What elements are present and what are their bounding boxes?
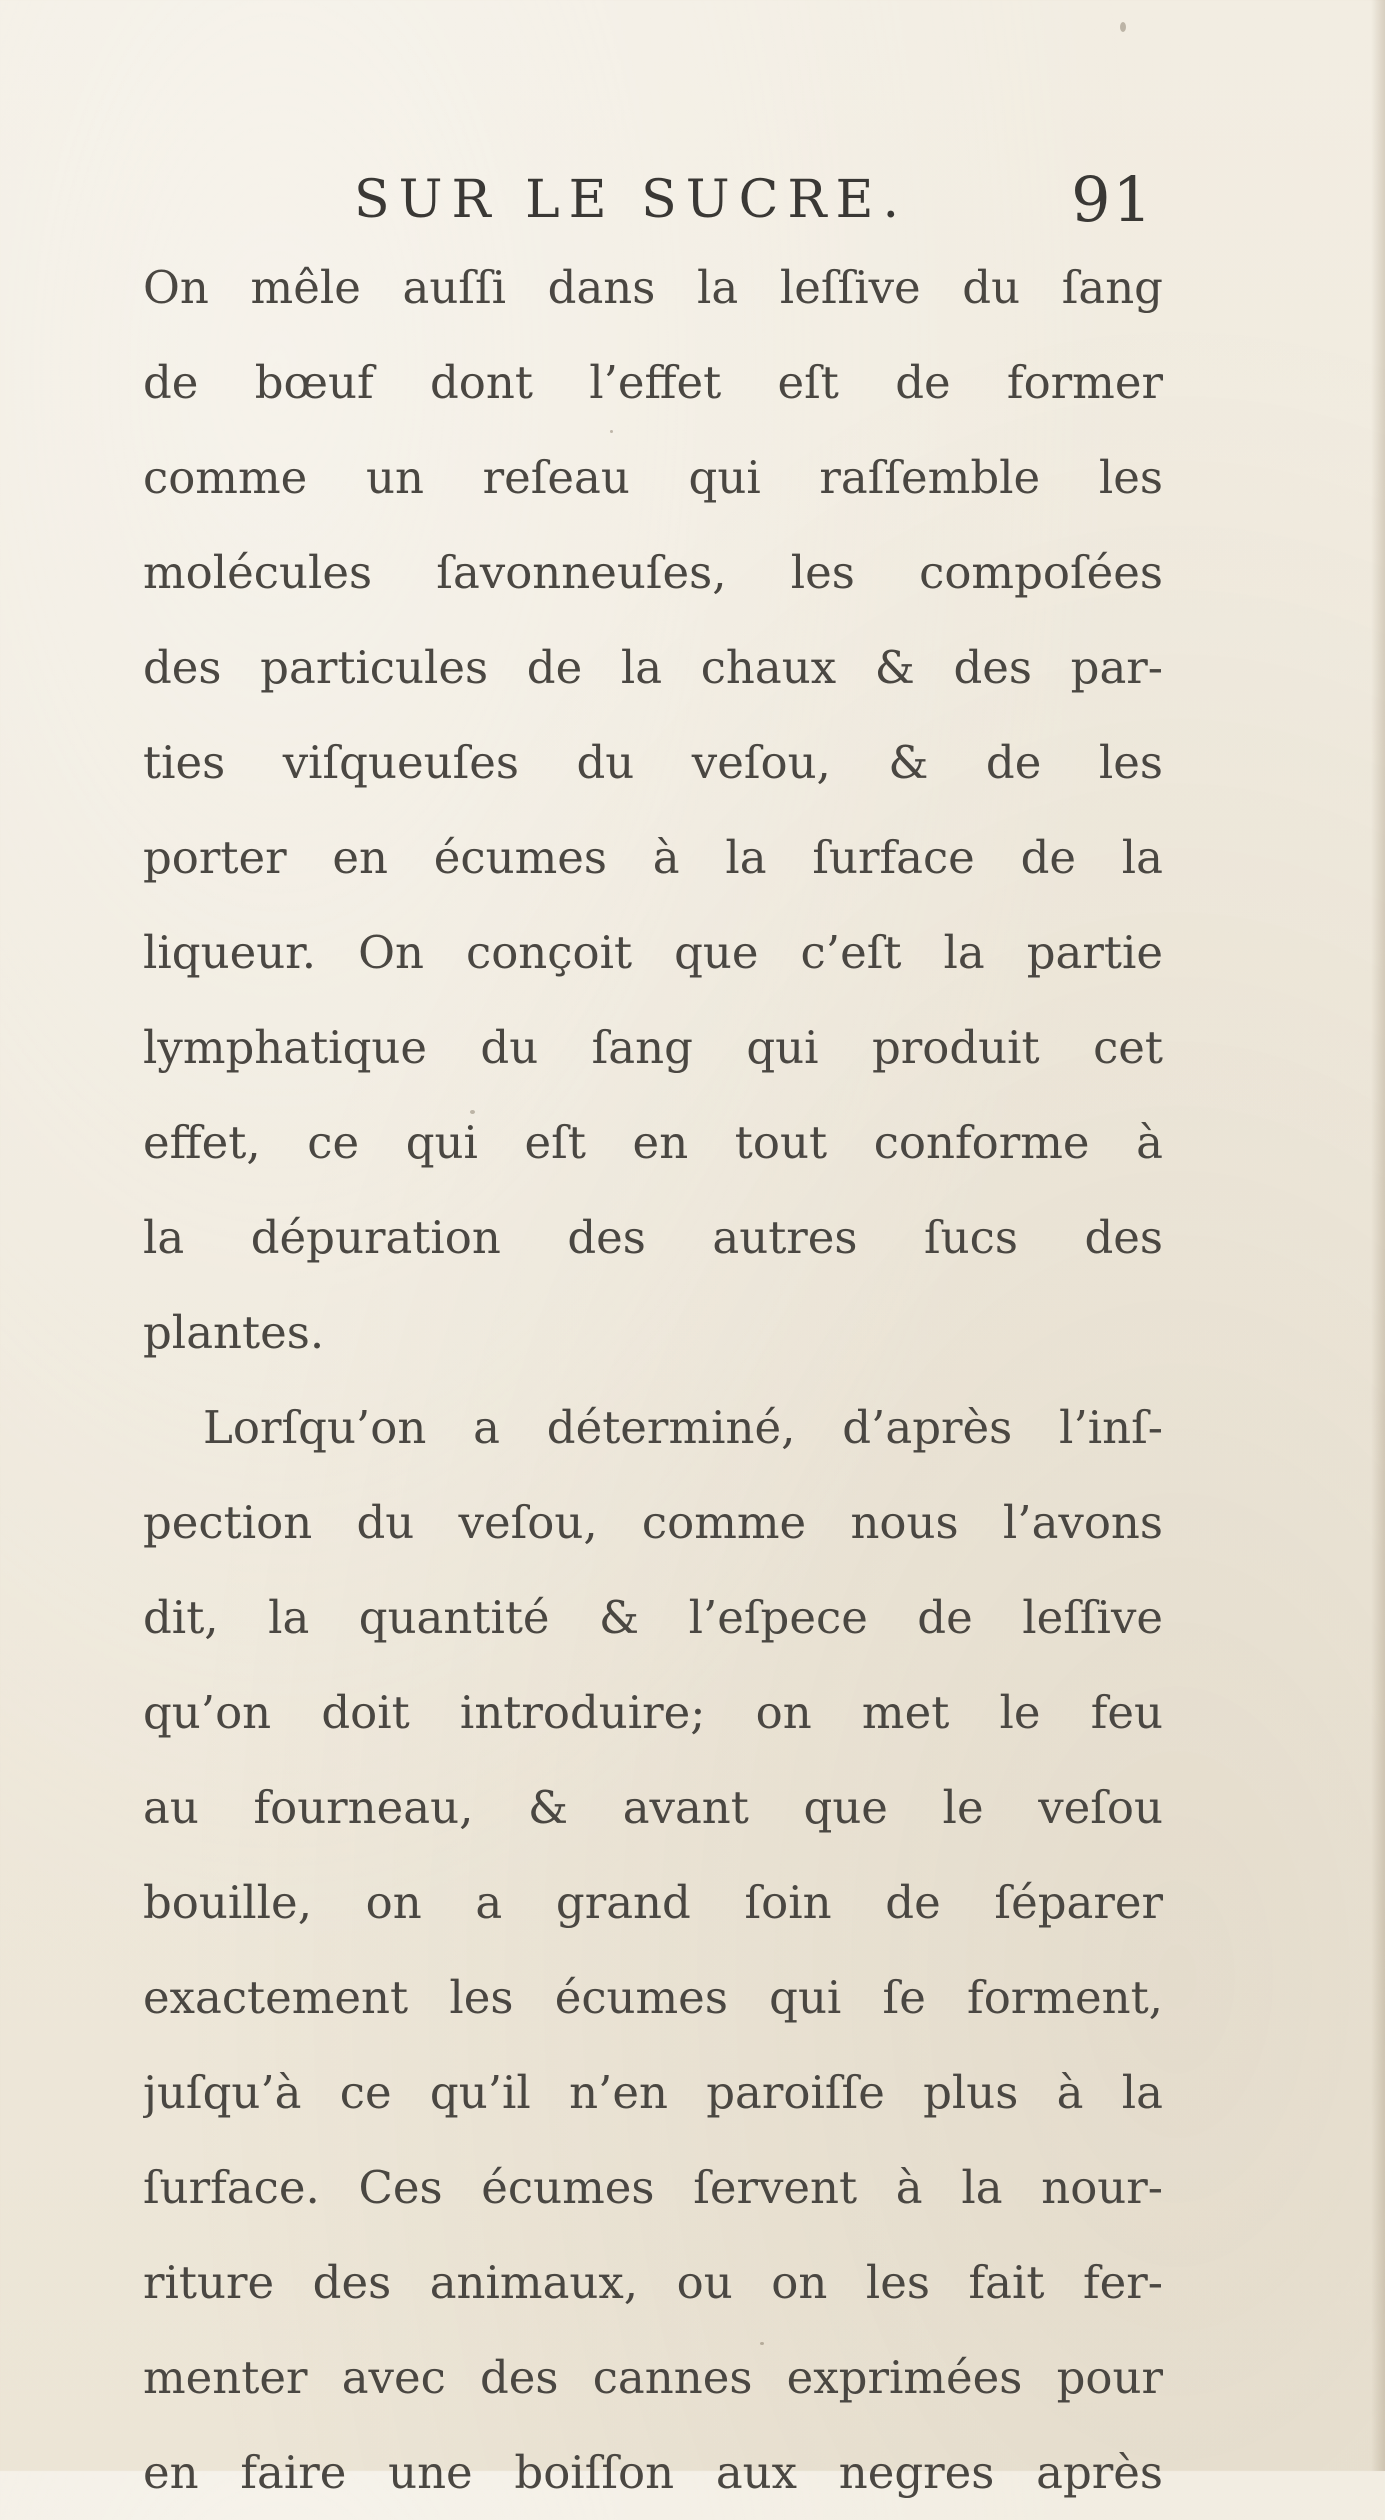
text-line: de bœuf dont l’effet eſt de former — [143, 356, 1163, 409]
page-edge-shadow — [1371, 0, 1385, 2471]
text-line: riture des animaux, ou on les fait fer- — [143, 2256, 1163, 2309]
text-line: lymphatique du ſang qui produit cet — [143, 1021, 1163, 1074]
text-line: liqueur. On conçoit que c’eſt la partie — [143, 926, 1163, 979]
text-line: Lorſqu’on a déterminé, d’après l’inſ- — [203, 1401, 1163, 1454]
text-line: plantes. — [143, 1306, 325, 1359]
paper-speck — [1120, 22, 1126, 32]
text-line: la dépuration des autres ſucs des — [143, 1211, 1163, 1264]
text-line: juſqu’à ce qu’il n’en paroiſſe plus à la — [143, 2066, 1163, 2119]
text-line: en faire une boiſſon aux negres après — [143, 2446, 1163, 2499]
running-head: SUR LE SUCRE. — [354, 170, 909, 230]
text-line: On mêle auſſi dans la leſſive du ſang — [143, 261, 1163, 314]
text-line: effet, ce qui eſt en tout conforme à — [143, 1116, 1163, 1169]
page-header — [354, 160, 1154, 240]
text-line: bouille, on a grand ſoin de ſéparer — [143, 1876, 1163, 1929]
text-line: exactement les écumes qui ſe forment, — [143, 1971, 1163, 2024]
text-line: comme un reſeau qui raſſemble les — [143, 451, 1163, 504]
text-line: pection du veſou, comme nous l’avons — [143, 1496, 1163, 1549]
text-line: molécules ſavonneuſes, les compoſées — [143, 546, 1163, 599]
text-line: des particules de la chaux & des par- — [143, 641, 1163, 694]
page-number: 91 — [1071, 163, 1154, 236]
text-line: ſurface. Ces écumes ſervent à la nour- — [143, 2161, 1163, 2214]
text-line: porter en écumes à la ſurface de la — [143, 831, 1163, 884]
text-line: qu’on doit introduire; on met le feu — [143, 1686, 1163, 1739]
body-text — [143, 240, 1163, 2520]
text-line: dit, la quantité & l’eſpece de leſſive — [143, 1591, 1163, 1644]
text-line: menter avec des cannes exprimées pour — [143, 2351, 1163, 2404]
text-line: ties viſqueuſes du veſou, & de les — [143, 736, 1163, 789]
text-line: au fourneau, & avant que le veſou — [143, 1781, 1163, 1834]
